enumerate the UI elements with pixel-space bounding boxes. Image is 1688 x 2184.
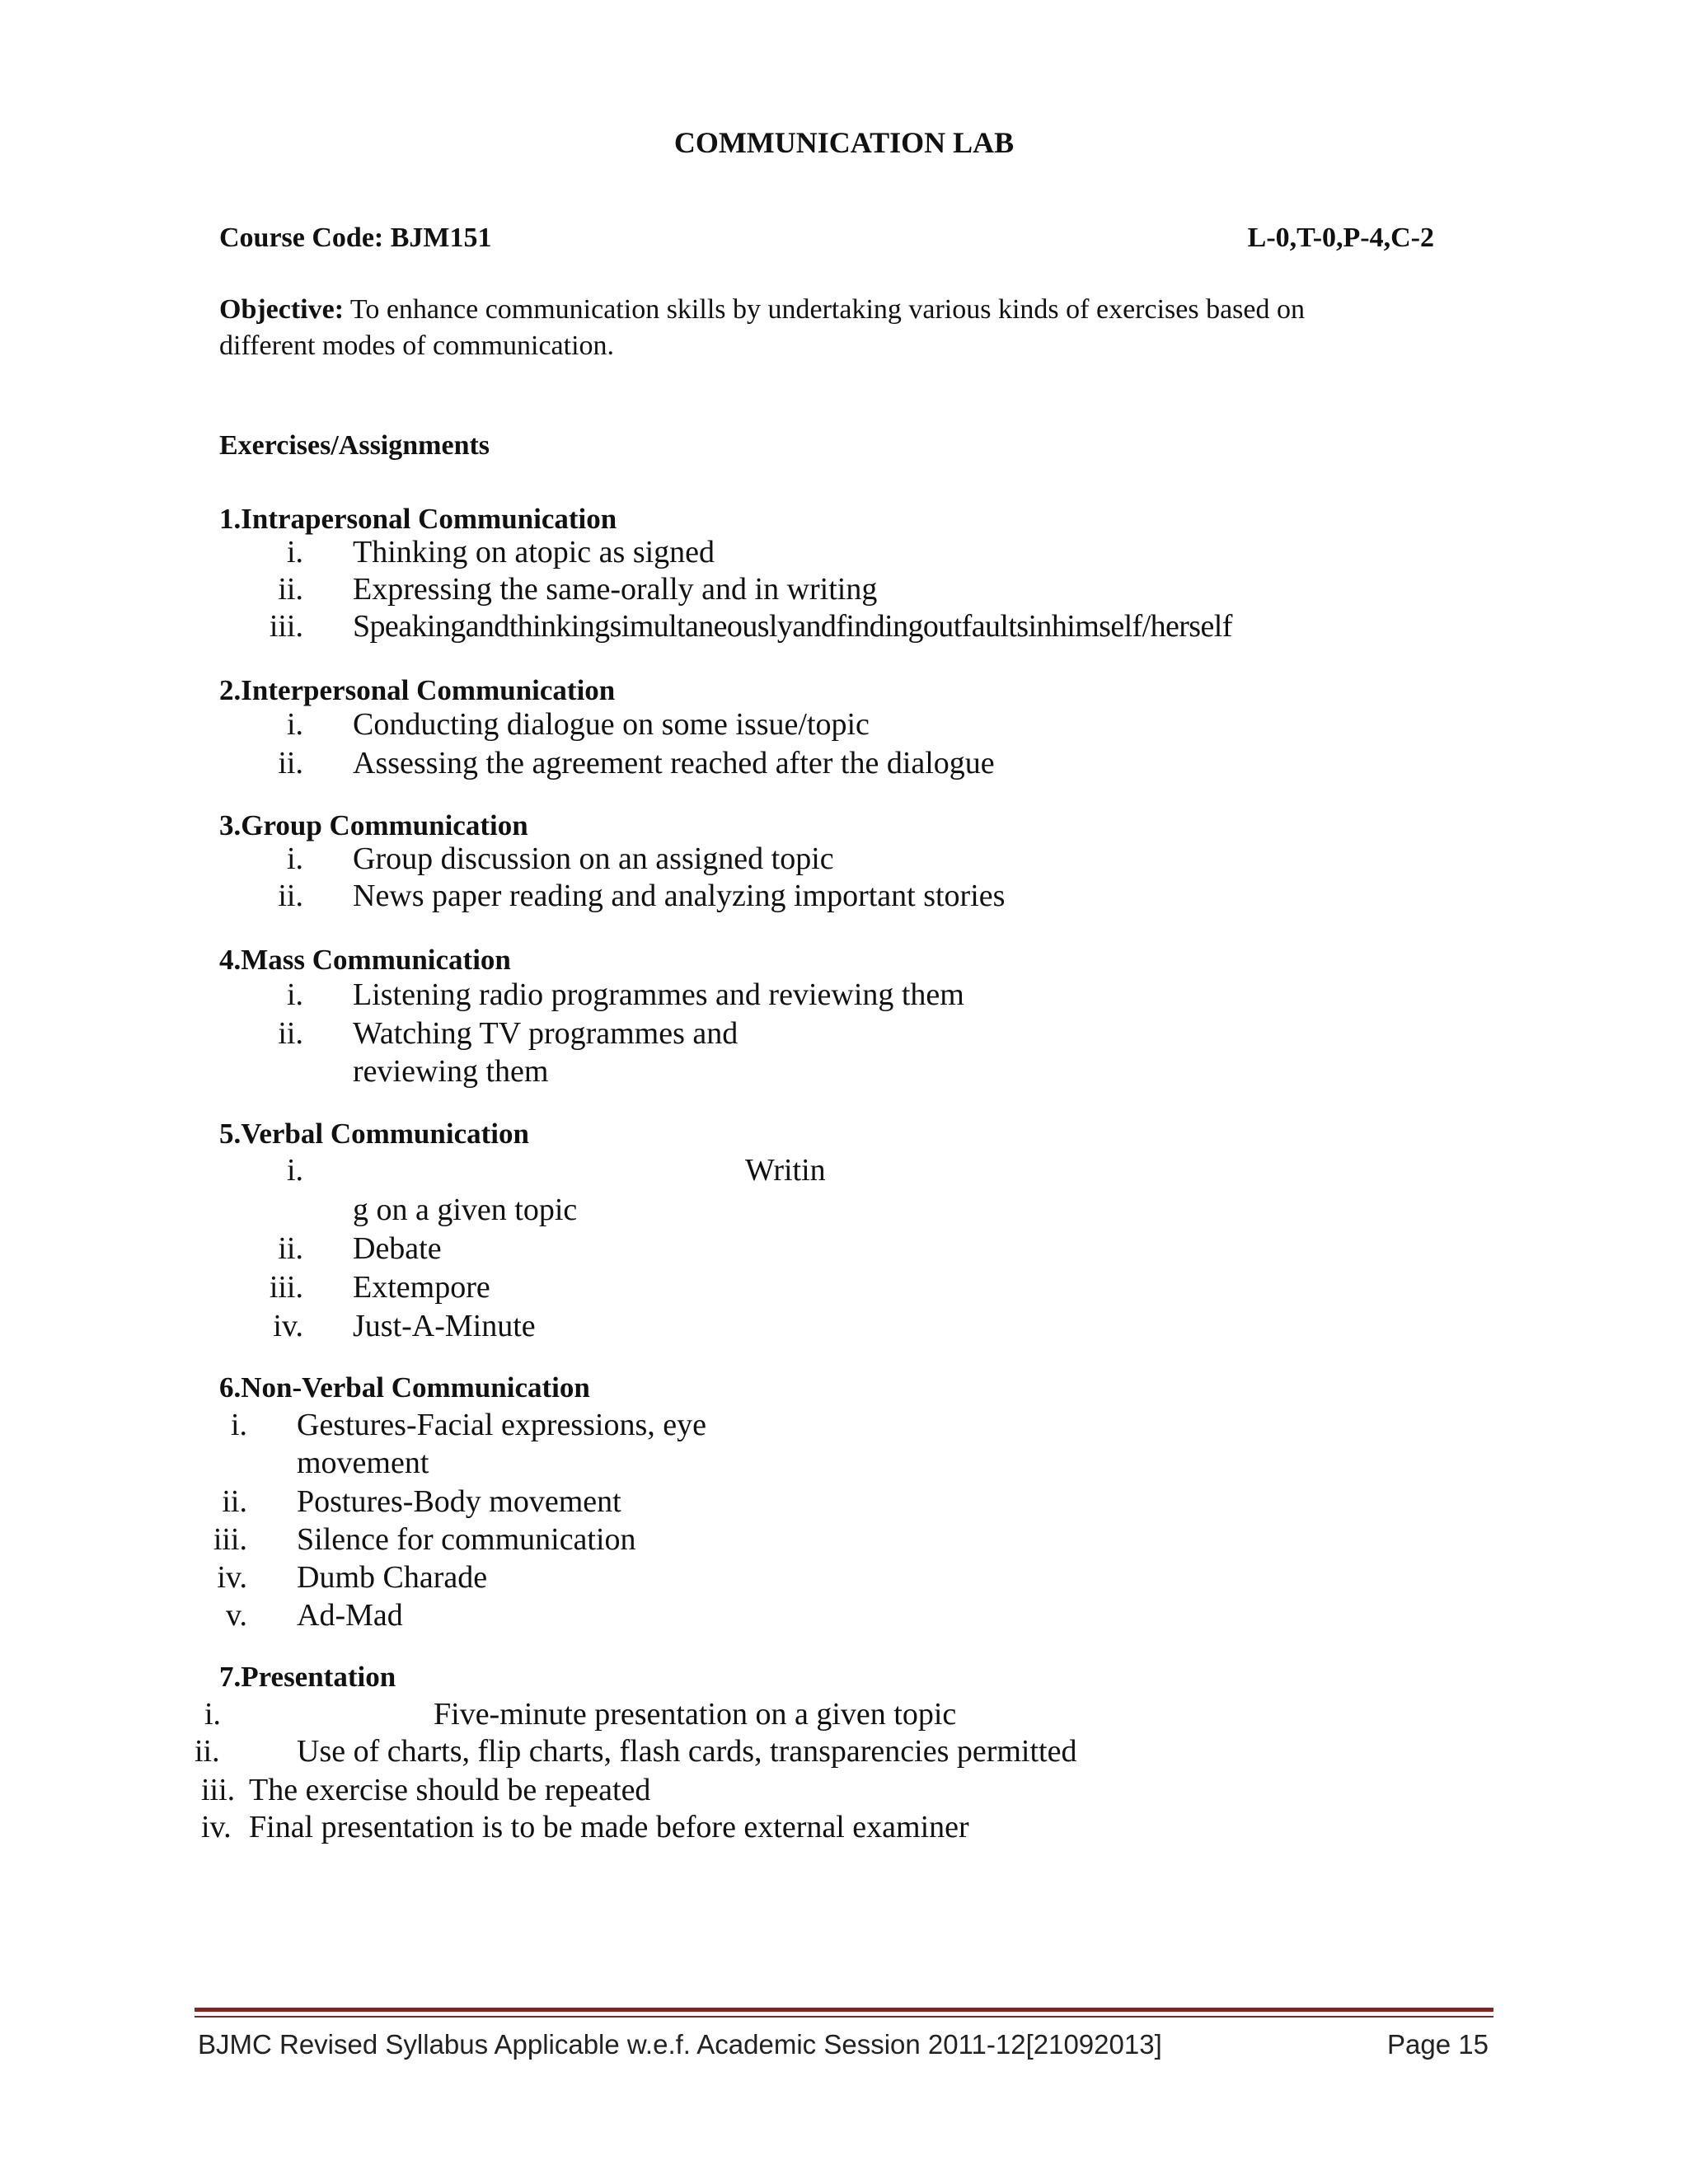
list-number: iv. [273,1309,303,1343]
list-number: ii. [278,572,303,607]
list-number: ii. [278,746,303,780]
footer-text: BJMC Revised Syllabus Applicable w.e.f. Academic Session 2011-12[21092013] [198,2029,1162,2060]
list-item: Postures-Body movement [297,1484,621,1519]
list-item: Final presentation is to be made before external examiner [249,1810,969,1844]
list-number: iv. [217,1560,247,1595]
list-item: Expressing the same-orally and in writing [353,572,878,607]
list-number: i. [286,841,303,876]
list-item: Use of charts, flip charts, flash cards, transparencies permitted [297,1734,1077,1769]
list-number: ii. [278,879,303,913]
list-number: iii. [269,609,303,644]
list-item: Just-A-Minute [353,1309,536,1343]
list-number: v. [225,1598,247,1633]
list-item: News paper reading and analyzing important stories [353,879,1006,913]
page-number: Page 15 [1387,2029,1489,2060]
section-heading-mass: 4.Mass Communication [219,944,511,976]
list-item: Extempore [353,1270,490,1305]
list-item-continuation: movement [297,1446,429,1480]
list-item-continuation: reviewing them [353,1054,549,1089]
course-code: Course Code: BJM151 [219,223,492,253]
section-heading-intrapersonal: 1.Intrapersonal Communication [219,503,617,535]
list-number: i. [286,1153,303,1188]
list-number: ii. [195,1734,220,1769]
section-heading-presentation: 7.Presentation [219,1661,396,1693]
list-item: Conducting dialogue on some issue/topic [353,707,870,742]
objective-paragraph [219,292,1305,364]
list-item: Debate [353,1231,442,1266]
list-item: Dumb Charade [297,1560,488,1595]
list-number: iii. [213,1522,247,1557]
footer-rule [195,2008,1493,2012]
list-item: Listening radio programmes and reviewing them [353,977,964,1012]
list-item: The exercise should be repeated [249,1773,651,1807]
list-number: i. [286,535,303,569]
list-item: Ad-Mad [297,1598,403,1633]
list-number: ii. [278,1016,303,1051]
credit-structure: L-0,T-0,P-4,C-2 [1247,223,1434,253]
list-number: ii. [222,1484,247,1519]
list-item: Watching TV programmes and [353,1016,738,1051]
list-item: Group discussion on an assigned topic [353,841,834,876]
list-item: Silence for communication [297,1522,636,1557]
list-number: iv. [201,1810,232,1844]
section-heading-non-verbal: 6.Non-Verbal Communication [219,1371,590,1404]
list-item-continuation: g on a given topic [353,1193,578,1227]
list-item: Assessing the agreement reached after the dialogue [353,746,995,780]
list-number: ii. [278,1231,303,1266]
section-heading-interpersonal: 2.Interpersonal Communication [219,674,616,706]
list-item: Five-minute presentation on a given topic [434,1697,957,1732]
page-title: COMMUNICATION LAB [673,126,1015,159]
list-number: i. [230,1408,247,1442]
list-item: Thinking on atopic as signed [353,535,715,569]
list-item: Writin [745,1153,826,1188]
list-number: i. [286,977,303,1012]
list-number: iii. [269,1270,303,1305]
section-heading-group: 3.Group Communication [219,809,528,841]
list-item: Speakingandthinkingsimultaneouslyandfindingoutfaultsinhimself/herself [353,609,1232,644]
list-number: i. [204,1697,222,1732]
footer-rule-thin [195,2016,1493,2018]
objective-text-line2: different modes of communication. [219,330,615,361]
list-number: iii. [201,1773,236,1807]
objective-text-line1: To enhance communication skills by undertaking various kinds of exercises based on [344,294,1305,325]
list-number: i. [286,707,303,742]
section-heading-verbal: 5.Verbal Communication [219,1118,529,1150]
objective-label: Objective: [219,294,345,325]
list-item: Gestures-Facial expressions, eye [297,1408,707,1442]
exercises-heading: Exercises/Assignments [219,430,490,461]
